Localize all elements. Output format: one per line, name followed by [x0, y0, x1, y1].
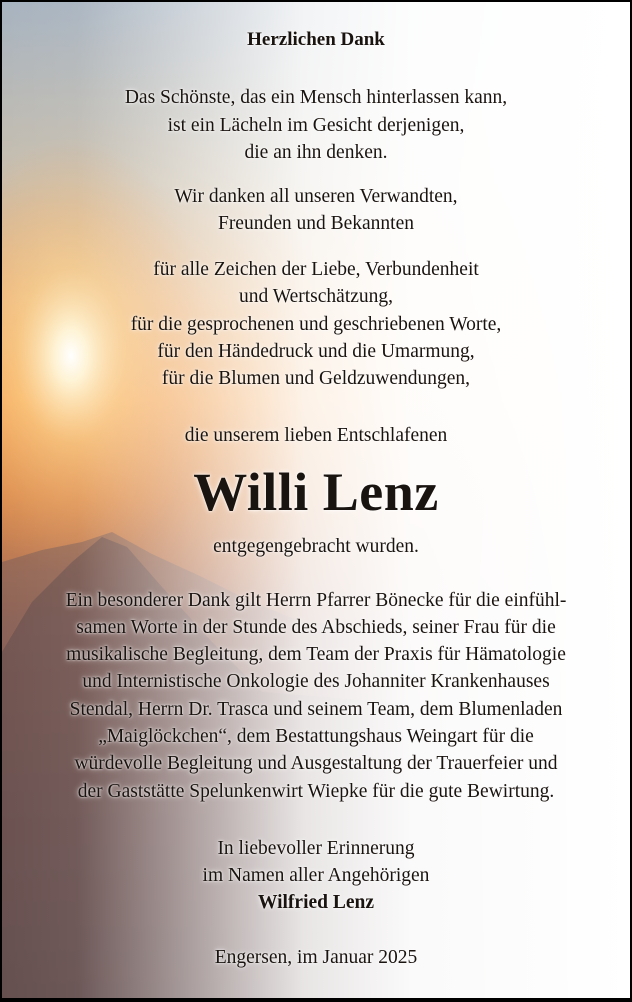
special-thanks-line: der Gaststätte Spelunkenwirt Wiepke für die gute Bewirtung. — [77, 781, 555, 802]
reason-line: für die Blumen und Geldzuwendungen, — [161, 368, 471, 389]
quote-line: die an ihn denken. — [244, 142, 388, 163]
post-name-line: entgegengebracht wurden. — [213, 536, 419, 557]
thanks-line: Freunden und Bekannten — [217, 213, 415, 234]
special-thanks-line: Ein besonderer Dank gilt Herrn Pfarrer Bönecke für die einfühl- — [65, 590, 567, 611]
pre-name-line: die unserem lieben Entschlafenen — [184, 425, 448, 446]
closing-line: In liebevoller Erinnerung — [217, 838, 415, 859]
closing-line: im Namen aller Angehörigen — [202, 865, 430, 886]
reason-line: für den Händedruck und die Umarmung, — [157, 341, 475, 362]
special-thanks-line: Stendal, Herrn Dr. Trasca und seinem Team, dem Blumenladen — [69, 699, 563, 720]
special-thanks-line: musikalische Begleitung, dem Team der Praxis für Hämatologie — [66, 644, 566, 665]
reason-line: für alle Zeichen der Liebe, Verbundenheit — [153, 259, 479, 280]
quote-line: Das Schönste, das ein Mensch hinterlassen kann, — [124, 87, 508, 108]
quote-line: ist ein Lächeln im Gesicht derjenigen, — [167, 115, 465, 136]
reason-line: und Wertschätzung, — [238, 286, 394, 307]
thanks-line: Wir danken all unseren Verwandten, — [174, 186, 458, 207]
obituary-card — [2, 2, 630, 998]
heading: Herzlichen Dank — [247, 29, 385, 50]
special-thanks-line: „Maiglöckchen“, dem Bestattungshaus Weingart für die — [98, 726, 534, 747]
deceased-name: Willi Lenz — [193, 462, 439, 522]
special-thanks-line: würdevolle Begleitung und Ausgestaltung der Trauerfeier und — [74, 753, 558, 774]
notice-text — [2, 2, 630, 998]
reason-line: für die gesprochenen und geschriebenen Worte, — [130, 314, 502, 335]
special-thanks-line: samen Worte in der Stunde des Abschieds, seiner Frau für die — [76, 617, 556, 638]
place-date: Engersen, im Januar 2025 — [214, 947, 418, 968]
special-thanks-line: und Internistische Onkologie des Johanniter Krankenhauses — [82, 671, 550, 692]
signature: Wilfried Lenz — [257, 892, 375, 913]
